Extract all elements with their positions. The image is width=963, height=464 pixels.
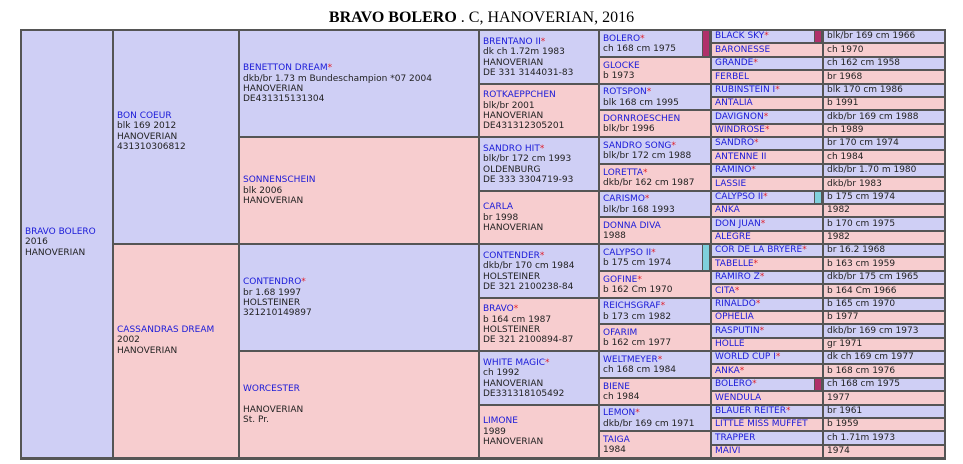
pedigree-cell (113, 244, 239, 458)
horse-info-line: br 1998 (483, 212, 519, 223)
star-marker: * (644, 194, 650, 205)
horse-name-link[interactable]: BOLERO* (603, 33, 645, 44)
ancestor-name-cell[interactable]: BLACK SKY* (711, 30, 823, 43)
ancestor-info-cell: b 1959 (823, 418, 945, 431)
star-marker: * (802, 245, 807, 255)
horse-info-line: HOLSTEINER (243, 298, 301, 308)
horse-name-link[interactable]: WHITE MAGIC* (483, 357, 550, 368)
ancestor-name-cell[interactable]: BOLERO* (711, 378, 823, 391)
horse-info-line: DE431312305201 (483, 121, 565, 132)
ancestor-name-cell[interactable]: SANDRO* (711, 137, 823, 150)
star-marker: * (539, 143, 545, 154)
star-marker: * (540, 36, 546, 47)
ancestor-name-cell[interactable]: ANTENNE II (711, 150, 823, 164)
horse-info-line: HANOVERIAN (25, 247, 86, 258)
horse-info-line: HANOVERIAN (483, 111, 544, 121)
ancestor-info-cell: blk/br 169 cm 1966 (823, 30, 945, 43)
star-marker: * (635, 408, 640, 419)
star-marker: * (646, 87, 652, 98)
ancestor-info-cell: gr 1971 (823, 338, 945, 351)
horse-info-line: dkb/br 169 cm 1971 (603, 418, 695, 429)
ancestor-info-cell: b 168 cm 1976 (823, 364, 945, 378)
ancestor-name-cell[interactable]: DON JUAN* (711, 217, 823, 231)
horse-info-line: DE 321 2100238-84 (483, 281, 574, 292)
horse-info-line: HANOVERIAN (243, 405, 304, 415)
pedigree-cell (599, 84, 711, 110)
pedigree-cell (479, 244, 599, 298)
ancestor-info-cell: b 170 cm 1975 (823, 217, 945, 231)
ancestor-info-cell: b 1977 (823, 311, 945, 324)
pedigree-cell (479, 137, 599, 191)
horse-info-line: b 162 cm 1977 (603, 338, 672, 348)
ancestor-info-cell: 1977 (823, 391, 945, 405)
ancestor-name-cell[interactable]: ALEGRE (711, 231, 823, 244)
pedigree-cell (599, 137, 711, 164)
pedigree-table (20, 29, 946, 459)
horse-name-link[interactable]: TAIGA (603, 434, 630, 445)
horse-info-line: 321210149897 (243, 308, 312, 319)
star-marker: * (755, 299, 761, 309)
horse-info-line: DE431315131304 (243, 94, 325, 105)
ancestor-name-cell[interactable]: ANKA* (711, 364, 823, 378)
horse-info-line: blk 2006 (243, 185, 283, 196)
star-marker: * (753, 259, 759, 269)
horse-info-line: dkb/br 1.73 m Bundeschampion *07 2004 (243, 73, 432, 84)
pedigree-cell (599, 298, 711, 324)
ancestor-info-cell: dkb/br 169 cm 1988 (823, 110, 945, 124)
horse-name-link[interactable]: BIENE (603, 381, 630, 392)
horse-name-link[interactable]: WELTMEYER* (603, 354, 663, 365)
ancestor-name-cell[interactable]: CALYPSO II* (711, 191, 823, 204)
horse-name-link[interactable]: SANDRO HIT* (483, 143, 545, 154)
horse-name-link[interactable]: SONNENSCHEIN (243, 175, 316, 186)
ancestor-name-cell[interactable]: ANTALIA (711, 97, 823, 110)
pedigree-cell (21, 30, 113, 458)
ancestor-info-cell: 1982 (823, 204, 945, 217)
horse-info-line: HANOVERIAN (483, 378, 544, 389)
ancestor-info-cell: b 165 cm 1970 (823, 298, 945, 311)
star-marker: * (751, 165, 756, 175)
page-title (0, 9, 963, 27)
star-marker: * (739, 366, 745, 376)
horse-info-line: b 173 cm 1982 (603, 311, 672, 322)
title-horse-name: BRAVO BOLERO (328, 9, 457, 26)
horse-info-line: blk/br 1996 (603, 124, 655, 134)
pedigree-cell (599, 244, 711, 271)
ancestor-info-cell: dkb/br 175 cm 1965 (823, 271, 945, 284)
star-marker: * (764, 31, 769, 41)
ancestor-info-cell: br 1968 (823, 70, 945, 84)
star-marker: * (671, 140, 676, 151)
horse-info-line: ch 1984 (603, 392, 640, 402)
star-marker: * (651, 247, 656, 258)
pedigree-cell (599, 57, 711, 84)
horse-info-line: 2002 (117, 335, 140, 346)
ancestor-name-cell[interactable]: RINALDO* (711, 298, 823, 311)
ancestor-info-cell: 1974 (823, 445, 945, 458)
horse-info-line: HANOVERIAN (483, 437, 544, 448)
horse-name-link[interactable]: BRAVO* (483, 304, 519, 315)
ancestor-name-cell[interactable]: TRAPPER (711, 431, 823, 445)
horse-info-line: 1988 (603, 231, 626, 241)
horse-info-line: b 162 Cm 1970 (603, 285, 673, 295)
star-marker: * (327, 63, 333, 74)
ancestor-name-cell[interactable]: GRANDE* (711, 57, 823, 70)
horse-info-line: HANOVERIAN (483, 57, 544, 68)
pedigree-cell (479, 351, 599, 405)
horse-name-link[interactable]: BRAVO BOLERO (25, 227, 96, 237)
ancestor-info-cell: ch 168 cm 1975 (823, 378, 945, 391)
star-marker: * (763, 112, 769, 122)
marker-magenta (814, 378, 822, 391)
star-marker: * (759, 326, 765, 336)
ancestor-info-cell: blk 170 cm 1986 (823, 84, 945, 97)
pedigree-cell (599, 191, 711, 217)
ancestor-info-cell: ch 1970 (823, 43, 945, 57)
ancestor-name-cell[interactable]: LITTLE MISS MUFFET (711, 418, 823, 431)
ancestor-name-cell[interactable]: MAIVI (711, 445, 823, 458)
ancestor-info-cell: dkb/br 1.70 m 1980 (823, 164, 945, 177)
horse-name-link[interactable]: BON COEUR (117, 111, 172, 121)
horse-info-line: HANOVERIAN (243, 84, 304, 94)
horse-info-line: b 164 cm 1987 (483, 314, 552, 325)
marker-magenta (814, 30, 822, 43)
star-marker: * (760, 219, 766, 229)
ancestor-name-cell[interactable]: TABELLE* (711, 257, 823, 271)
marker-cyan (702, 244, 710, 271)
star-marker: * (657, 354, 663, 365)
horse-info-line: br 1.68 1997 (243, 287, 302, 298)
horse-info-line: 431310306812 (117, 142, 186, 153)
pedigree-cell (599, 324, 711, 351)
star-marker: * (637, 274, 642, 285)
horse-name-link[interactable]: LORETTA* (603, 167, 648, 178)
horse-info-line: blk/br 2001 (483, 100, 535, 111)
pedigree-cell (479, 298, 599, 351)
horse-info-line: blk/br 172 cm 1988 (603, 151, 692, 161)
star-marker: * (754, 138, 759, 148)
horse-name-link[interactable]: LIMONE (483, 416, 518, 427)
star-marker: * (763, 192, 768, 202)
pedigree-cell (479, 405, 599, 458)
ancestor-info-cell: br 16.2 1968 (823, 244, 945, 257)
table-bottom-rule (20, 459, 946, 464)
ancestor-name-cell[interactable]: RAMINO* (711, 164, 823, 177)
ancestor-name-cell[interactable]: WORLD CUP I* (711, 351, 823, 364)
marker-magenta (702, 30, 710, 57)
ancestor-name-cell[interactable]: WENDULA (711, 391, 823, 405)
horse-info-line: OLDENBURG (483, 164, 541, 175)
star-marker: * (764, 125, 770, 135)
horse-name-link[interactable]: CONTENDER* (483, 250, 545, 261)
horse-info-line: DE 321 2100894-87 (483, 335, 574, 346)
ancestor-info-cell: br 170 cm 1974 (823, 137, 945, 150)
horse-info-line: 2016 (25, 237, 48, 248)
ancestor-info-cell: dkb/br 169 cm 1973 (823, 324, 945, 338)
star-marker: * (734, 286, 740, 296)
horse-name-link[interactable]: CARISMO* (603, 194, 650, 205)
star-marker: * (539, 250, 545, 261)
horse-info-line: b 175 cm 1974 (603, 258, 672, 268)
horse-name-link[interactable]: CALYPSO II* (603, 247, 656, 258)
horse-name-link[interactable]: ROTSPON* (603, 87, 652, 98)
horse-info-line: dkb/br 162 cm 1987 (603, 178, 695, 188)
horse-info-line: HOLSTEINER (483, 271, 541, 282)
horse-info-line: HANOVERIAN (117, 131, 178, 142)
ancestor-name-cell[interactable]: RASPUTIN* (711, 324, 823, 338)
pedigree-cell (599, 164, 711, 191)
horse-info-line: ch 168 cm 1984 (603, 365, 677, 375)
horse-info-line: blk/br 168 1993 (603, 204, 675, 215)
ancestor-name-cell[interactable]: BARONESSE (711, 43, 823, 57)
horse-info-line: DE331318105492 (483, 388, 565, 399)
marker-cyan (814, 191, 822, 204)
ancestor-name-cell[interactable]: FERBEL (711, 70, 823, 84)
horse-info-line: HOLSTEINER (483, 325, 541, 335)
ancestor-info-cell: ch 162 cm 1958 (823, 57, 945, 70)
star-marker: * (752, 379, 757, 389)
pedigree-cell (599, 405, 711, 431)
horse-name-link[interactable]: ROTKAEPPCHEN (483, 90, 556, 101)
horse-name-link[interactable]: GOFINE* (603, 274, 642, 285)
pedigree-cell (479, 84, 599, 137)
pedigree-cell (599, 351, 711, 378)
horse-name-link[interactable]: CARLA (483, 202, 514, 213)
ancestor-name-cell[interactable]: OPHELIA (711, 311, 823, 324)
pedigree-cell (599, 431, 711, 458)
pedigree-cell (479, 30, 599, 84)
horse-info-line: 1984 (603, 445, 626, 455)
ancestor-info-cell: ch 1984 (823, 150, 945, 164)
horse-info-line: 1989 (483, 426, 506, 437)
ancestor-name-cell[interactable]: BLAUER REITER* (711, 405, 823, 418)
ancestor-info-cell: ch 1989 (823, 124, 945, 137)
star-marker: * (301, 277, 306, 288)
ancestor-info-cell: b 163 cm 1959 (823, 257, 945, 271)
horse-name-link[interactable]: DONNA DIVA (603, 220, 661, 231)
horse-info-line: blk 168 cm 1995 (603, 97, 679, 108)
horse-name-link[interactable]: CONTENDRO* (243, 277, 306, 288)
horse-info-line: ch 168 cm 1975 (603, 44, 677, 54)
pedigree-cell (599, 110, 711, 137)
horse-name-link[interactable]: BRENTANO II* (483, 36, 546, 47)
star-marker: * (775, 85, 780, 95)
ancestor-info-cell: dk ch 169 cm 1977 (823, 351, 945, 364)
horse-info-line (243, 395, 475, 405)
pedigree-cell (239, 137, 479, 244)
pedigree-cell (239, 30, 479, 137)
horse-info-line: HANOVERIAN (117, 345, 178, 356)
pedigree-cell (113, 30, 239, 244)
horse-info-line: dkb/br 170 cm 1984 (483, 261, 575, 272)
star-marker: * (545, 357, 550, 368)
horse-name-link[interactable]: SANDRO SONG* (603, 140, 676, 151)
ancestor-info-cell: br 1961 (823, 405, 945, 418)
horse-info-line: dk ch 1.72m 1983 (483, 47, 565, 58)
ancestor-name-cell[interactable]: RAMIRO Z* (711, 271, 823, 284)
horse-name-link[interactable]: OFARIM (603, 327, 638, 338)
star-marker: * (775, 352, 781, 362)
star-marker: * (753, 58, 758, 68)
ancestor-info-cell: b 164 Cm 1966 (823, 284, 945, 298)
horse-name-link[interactable]: WORCESTER (243, 384, 300, 395)
horse-name-link[interactable]: CASSANDRAS DREAM (117, 325, 215, 335)
horse-name-link[interactable]: LEMON* (603, 408, 640, 419)
horse-name-link[interactable]: DORNROESCHEN (603, 113, 681, 124)
ancestor-name-cell[interactable]: ANKA (711, 204, 823, 217)
pedigree-cell (239, 351, 479, 458)
horse-info-line: blk/br 172 cm 1993 (483, 154, 572, 165)
horse-name-link[interactable]: REICHSGRAF* (603, 301, 666, 312)
ancestor-name-cell[interactable]: WINDROSE* (711, 124, 823, 137)
pedigree-cell (599, 271, 711, 298)
pedigree-cell (239, 244, 479, 351)
ancestor-name-cell[interactable]: DAVIGNON* (711, 110, 823, 124)
ancestor-name-cell[interactable]: CITA* (711, 284, 823, 298)
horse-info-line: St. Pr. (243, 415, 269, 426)
horse-info-line: HANOVERIAN (483, 223, 544, 234)
ancestor-info-cell: b 1991 (823, 97, 945, 110)
pedigree-cell (599, 217, 711, 244)
horse-info-line: blk 169 2012 (117, 121, 177, 132)
star-marker: * (785, 406, 791, 416)
star-marker: * (759, 272, 765, 282)
title-details: . C, HANOVERIAN, 2016 (456, 9, 635, 26)
ancestor-info-cell: b 175 cm 1974 (823, 191, 945, 204)
pedigree-cell (599, 378, 711, 405)
ancestor-info-cell: dkb/br 1983 (823, 177, 945, 191)
pedigree-cell (599, 30, 711, 57)
ancestor-name-cell[interactable]: COR DE LA BRYERE* (711, 244, 823, 257)
ancestor-name-cell[interactable]: RUBINSTEIN I* (711, 84, 823, 97)
horse-info-line: ch 1992 (483, 368, 520, 379)
ancestor-info-cell: 1982 (823, 231, 945, 244)
star-marker: * (640, 33, 645, 44)
horse-info-line: HANOVERIAN (243, 196, 304, 207)
ancestor-name-cell[interactable]: LASSIE (711, 177, 823, 191)
star-marker: * (513, 304, 519, 315)
star-marker: * (643, 167, 648, 178)
horse-name-link[interactable]: BENETTON DREAM* (243, 63, 333, 74)
horse-info-line: DE 331 3144031-83 (483, 67, 574, 78)
ancestor-info-cell: ch 1.71m 1973 (823, 431, 945, 445)
horse-name-link[interactable]: GLOCKE (603, 60, 640, 71)
star-marker: * (660, 301, 666, 312)
pedigree-cell (479, 191, 599, 244)
ancestor-name-cell[interactable]: HOLLE (711, 338, 823, 351)
horse-info-line: DE 333 3304719-93 (483, 174, 574, 185)
horse-info-line: b 1973 (603, 71, 635, 81)
